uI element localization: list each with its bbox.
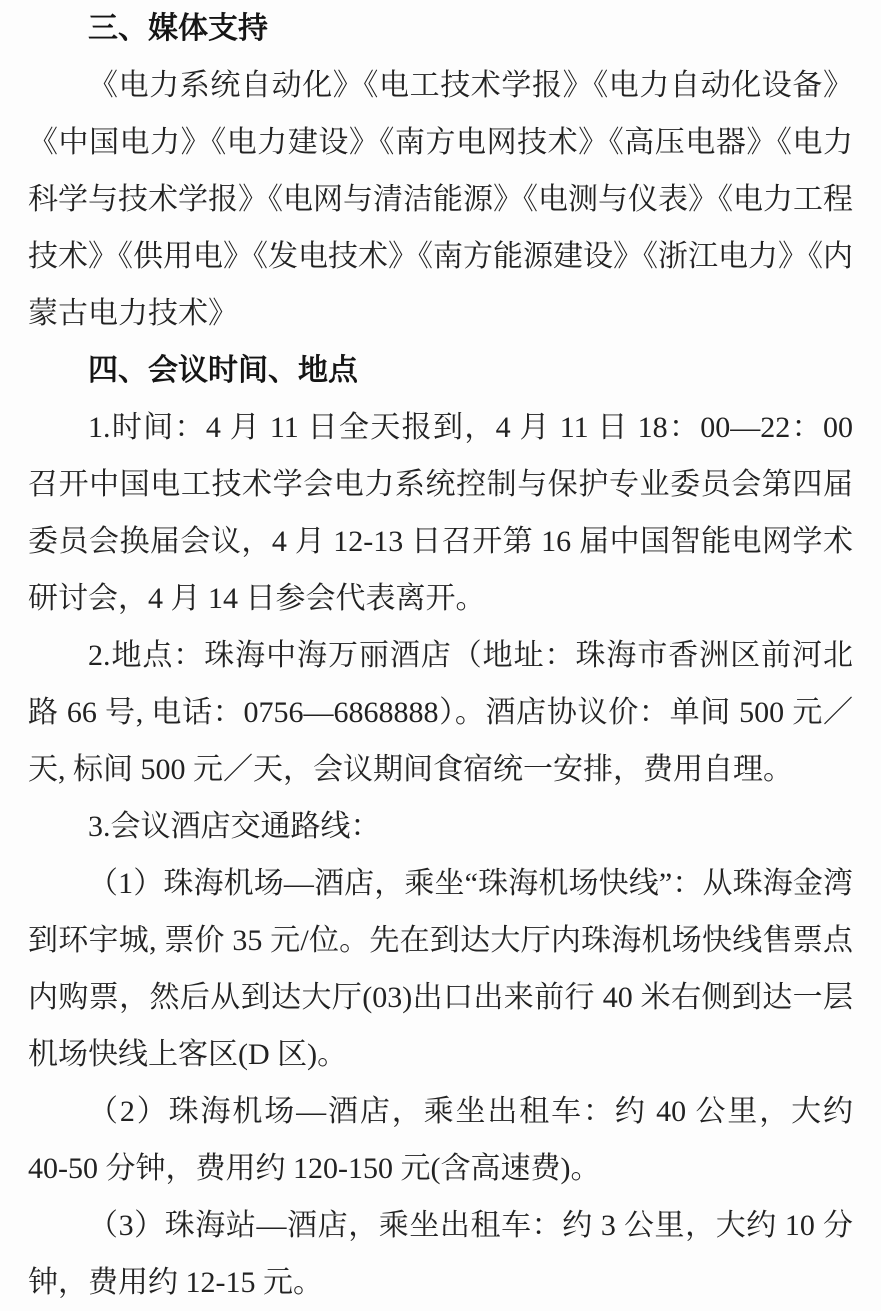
paragraph-route-airport-taxi: （2）珠海机场—酒店，乘坐出租车：约 40 公里，大约 40-50 分钟，费用约 120-150 元(含高速费)。 [28,1095,853,1185]
paragraph-traffic-routes-intro: 3.会议酒店交通路线： [88,810,381,843]
paragraph-meeting-time: 1.时间：4 月 11 日全天报到，4 月 11 日 18：00—22：00 召开中国电工技术学会电力系统控制与保护专业委员会第四届委员会换届会议，4 月 12-13 日召开第 16 届中国智能电网学术研讨会，4 月 14 日参会代表离开。 [28,411,853,615]
paragraph-route-station-taxi: （3）珠海站—酒店，乘坐出租车：约 3 公里，大约 10 分钟，费用约 12-15 元。 [28,1209,853,1299]
heading-meeting-time-location: 四、会议时间、地点 [88,354,358,387]
paragraph-meeting-location: 2.地点：珠海中海万丽酒店（地址：珠海市香洲区前河北路 66 号, 电话：0756—6868888）。酒店协议价：单间 500 元／天, 标间 500 元／天，会议期间食宿统一安排，费用自理。 [28,639,853,786]
paragraph-media-journal-list: 《电力系统自动化》《电工技术学报》《电力自动化设备》《中国电力》《电力建设》《南方电网技术》《高压电器》《电力科学与技术学报》《电网与清洁能源》《电测与仪表》《电力工程技术》《供用电》《发电技术》《南方能源建设》《浙江电力》《内蒙古电力技术》 [28,69,853,330]
paragraph-route-airport-express: （1）珠海机场—酒店，乘坐“珠海机场快线”：从珠海金湾到环宇城, 票价 35 元/位。先在到达大厅内珠海机场快线售票点内购票，然后从到达大厅(03)出口出来前行 40 米右侧到达一层机场快线上客区(D 区)。 [28,867,853,1071]
heading-media-support: 三、媒体支持 [88,12,268,45]
